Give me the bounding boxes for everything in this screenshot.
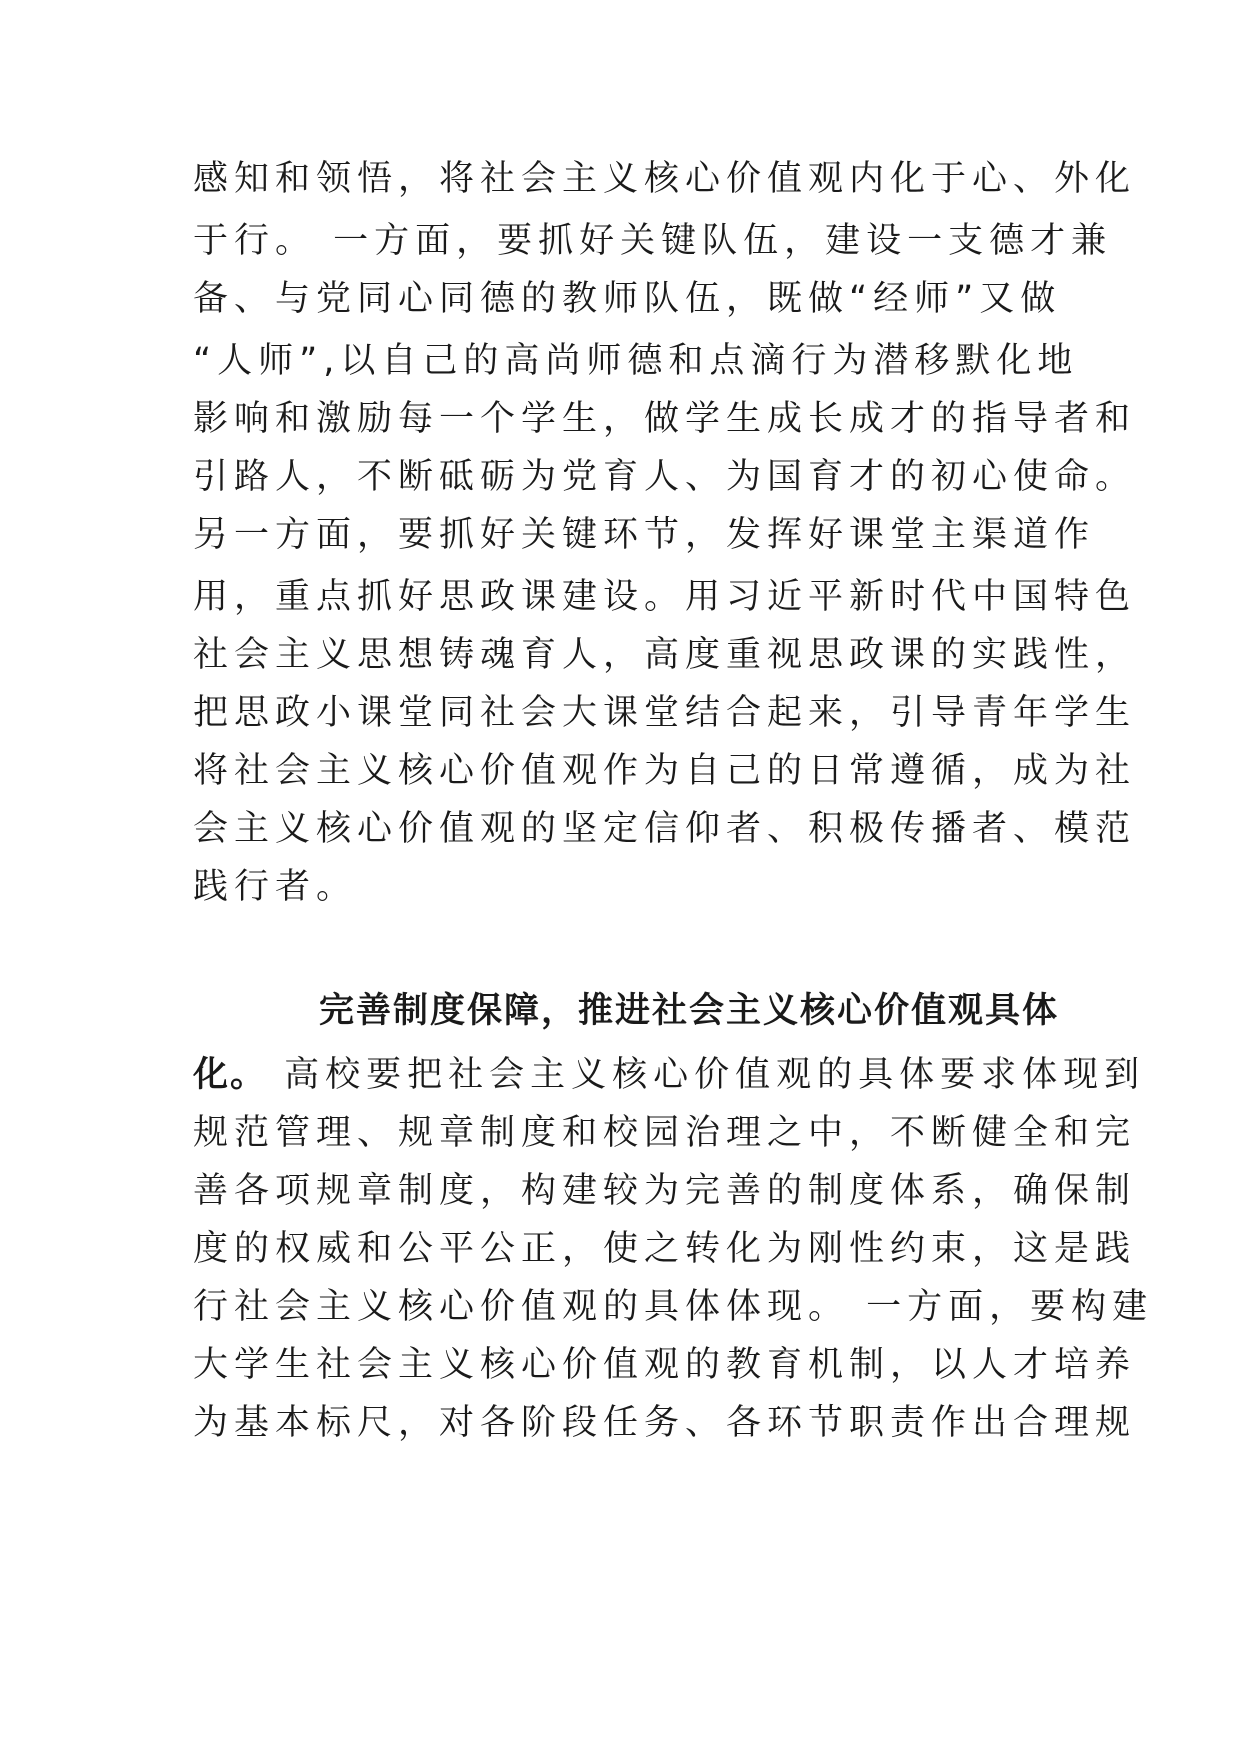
paragraph-section-1: [193, 150, 1137, 916]
text-line: 把思政小课堂同社会大课堂结合起来，引导青年学生: [193, 693, 1137, 733]
text-line: 备、与党同心同德的教师队伍，既做“经师”又做: [193, 279, 1062, 319]
text-line: [193, 1046, 1146, 1104]
text-line: 社会主义思想铸魂育人，高度重视思政课的实践性，: [193, 635, 1137, 675]
text-line: 规范管理、规章制度和校园治理之中，不断健全和完: [193, 1113, 1137, 1153]
section-heading-line: [193, 982, 1060, 1040]
text-line: 感知和领悟，将社会主义核心价值观内化于心、外化: [193, 159, 1137, 199]
text-line: 为基本标尺，对各阶段任务、各环节职责作出合理规: [193, 1403, 1137, 1443]
section-heading-end: 化。: [193, 1055, 268, 1095]
text-line: “人师”,以自己的高尚师德和点滴行为潜移默化地: [193, 341, 1079, 381]
text-line: 用，重点抓好思政课建设。用习近平新时代中国特色: [193, 577, 1137, 617]
text-line: 另一方面，要抓好关键环节，发挥好课堂主渠道作: [193, 515, 1096, 555]
text-line: 引路人，不断砥砺为党育人、为国育才的初心使命。: [193, 457, 1137, 497]
text-line: 会主义核心价值观的坚定信仰者、积极传播者、模范: [193, 809, 1137, 849]
text-line: 将社会主义核心价值观作为自己的日常遵循，成为社: [193, 751, 1137, 791]
text-line: 善各项规章制度，构建较为完善的制度体系，确保制: [193, 1171, 1137, 1211]
text-line: 大学生社会主义核心价值观的教育机制，以人才培养: [193, 1345, 1137, 1385]
text-line: 践行者。: [193, 867, 358, 907]
text-line: 于行。 一方面，要抓好关键队伍，建设一支德才兼: [193, 221, 1113, 261]
section-heading: 完善制度保障，推进社会主义核心价值观具体: [319, 991, 1060, 1031]
paragraph-text: 高校要把社会主义核心价值观的具体要求体现到: [267, 1055, 1146, 1095]
text-line: 影响和激励每一个学生，做学生成长成才的指导者和: [193, 399, 1137, 439]
text-line: 行社会主义核心价值观的具体体现。 一方面，要构建: [193, 1287, 1154, 1327]
text-line: 度的权威和公平公正，使之转化为刚性约束，这是践: [193, 1229, 1137, 1269]
paragraph-section-2: [193, 982, 1154, 1452]
